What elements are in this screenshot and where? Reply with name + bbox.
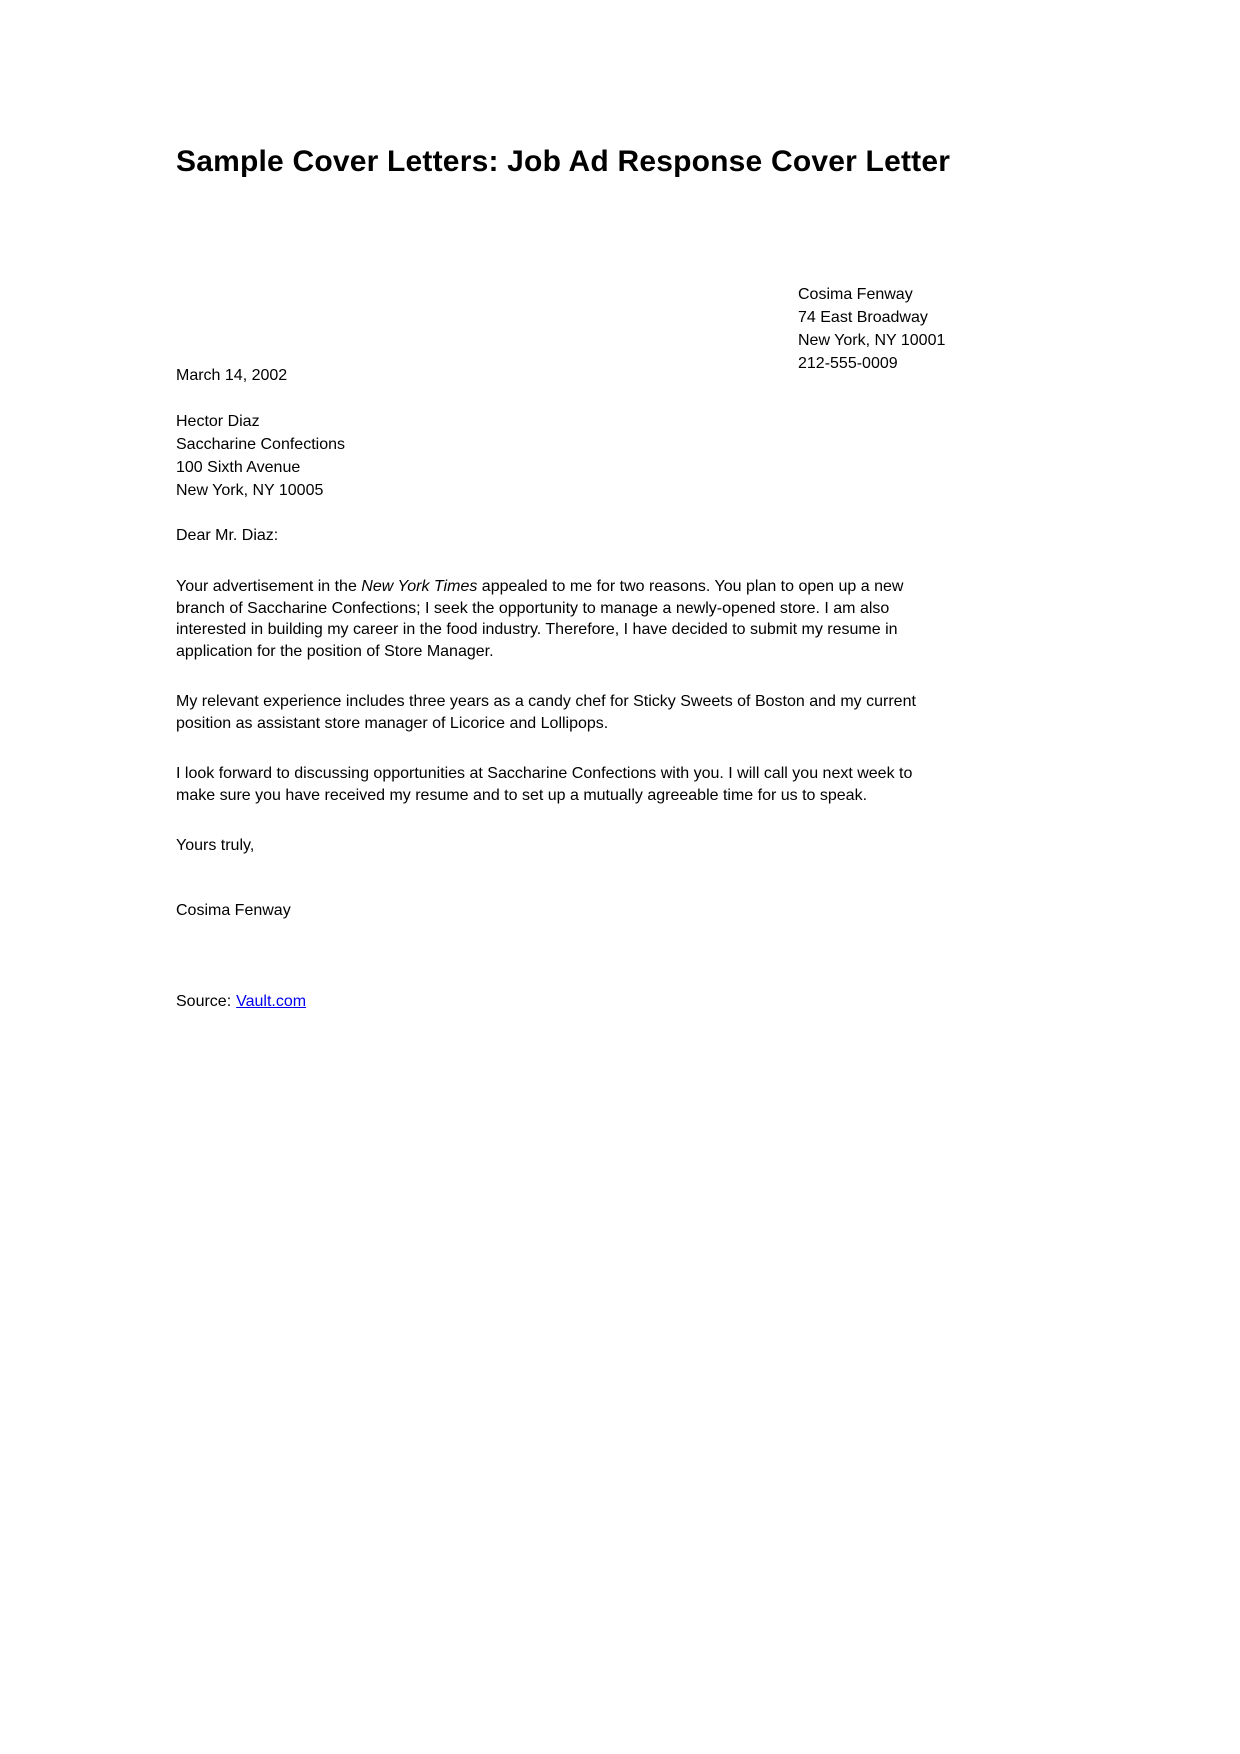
paragraph-1-text-after: appealed to me for two reasons. You plan to open up a new branch of Saccharine Confections; I seek the opportunity to manage a newly-opened store. I am also interested in building my career in the food industry. Therefore, I have decided to submit my resume in application for the position of Store Manager. bbox=[176, 578, 904, 660]
salutation: Dear Mr. Diaz: bbox=[176, 527, 279, 544]
recipient-city: New York, NY 10005 bbox=[176, 482, 324, 499]
date-line: March 14, 2002 bbox=[176, 367, 288, 384]
paragraph-experience: My relevant experience includes three years as a candy chef for Sticky Sweets of Boston and my current position as assistant store manager of Licorice and Lollipops. bbox=[176, 693, 916, 732]
signature-name: Cosima Fenway bbox=[176, 902, 291, 919]
recipient-name: Hector Diaz bbox=[176, 413, 260, 430]
sender-street: 74 East Broadway bbox=[798, 309, 928, 326]
source-line bbox=[176, 991, 306, 1012]
newspaper-name: New York Times bbox=[361, 578, 478, 595]
sender-address bbox=[798, 283, 945, 375]
recipient-company: Saccharine Confections bbox=[176, 436, 345, 453]
sender-name: Cosima Fenway bbox=[798, 286, 913, 303]
recipient-street: 100 Sixth Avenue bbox=[176, 459, 301, 476]
sender-city: New York, NY 10001 bbox=[798, 332, 946, 349]
source-label: Source: bbox=[176, 993, 232, 1010]
vault-link[interactable]: Vault.com bbox=[236, 993, 307, 1010]
sender-phone: 212-555-0009 bbox=[798, 355, 898, 372]
valediction: Yours truly, bbox=[176, 837, 255, 854]
paragraph-1-text-before: Your advertisement in the bbox=[176, 578, 362, 595]
paragraph-advertisement bbox=[176, 576, 934, 662]
paragraph-follow-up: I look forward to discussing opportunities at Saccharine Confections with you. I will call you next week to make sure you have received my resume and to set up a mutually agreeable time for us to speak. bbox=[176, 765, 913, 804]
recipient-address bbox=[176, 410, 345, 502]
page-title: Sample Cover Letters: Job Ad Response Cover Letter bbox=[176, 145, 951, 178]
